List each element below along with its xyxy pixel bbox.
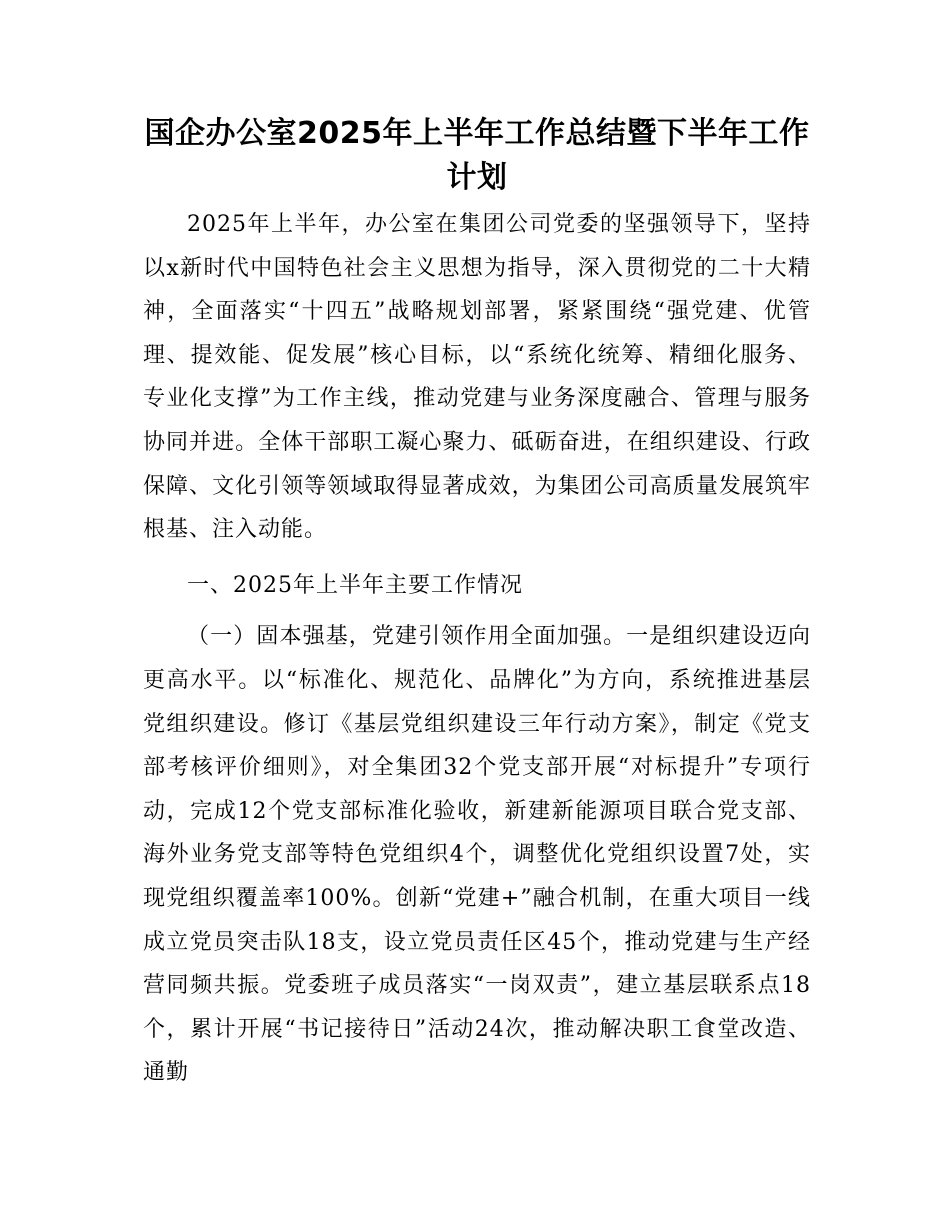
document-title: 国企办公室2025年上半年工作总结暨下半年工作计划 xyxy=(144,116,810,195)
section-heading: 一、2025年上半年主要工作情况 xyxy=(187,572,523,598)
intro-paragraph: 2025年上半年，办公室在集团公司党委的坚强领导下，坚持以x新时代中国特色社会主义思想为指导，深入贯彻党的二十大精神，全面落实“十四五”战略规划部署，紧紧围绕“强党建、优管理、提效能、促发展”核心目标，以“系统化统筹、精细化服务、专业化支撑”为工作主线，推动党建与业务深度融合、管理与服务协同并进。全体干部职工凝心聚力、砥砺奋进，在组织建设、行政保障、文化引领等领域取得显著成效，为集团公司高质量发展筑牢根基、注入动能。 xyxy=(143,212,811,543)
document-page xyxy=(143,112,811,1095)
subsection-paragraph: （一）固本强基，党建引领作用全面加强。一是组织建设迈向更高水平。以“标准化、规范化、品牌化”为方向，系统推进基层党组织建设。修订《基层党组织建设三年行动方案》，制定《党支部考核评价细则》，对全集团32个党支部开展“对标提升”专项行动，完成12个党支部标准化验收，新建新能源项目联合党支部、海外业务党支部等特色党组织4个，调整优化党组织设置7处，实现党组织覆盖率100%。创新“党建+”融合机制，在重大项目一线成立党员突击队18支，设立党员责任区45个，推动党建与生产经营同频共振。党委班子成员落实“一岗双责”，建立基层联系点18个，累计开展“书记接待日”活动24次，推动解决职工食堂改造、通勤 xyxy=(143,624,811,1086)
